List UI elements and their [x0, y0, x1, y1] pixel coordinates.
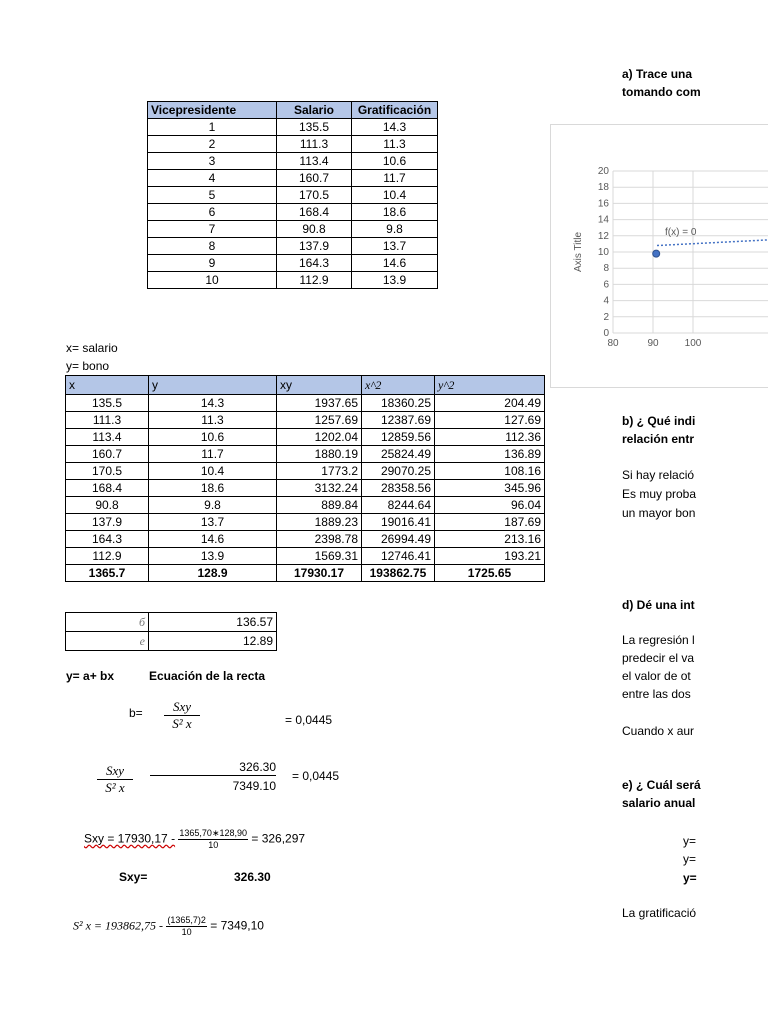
- table2-cell: 26994.49: [362, 531, 435, 548]
- table1-cell: 11.7: [352, 170, 438, 187]
- mean-y-value: 12.89: [149, 632, 277, 651]
- table2-cell: 96.04: [435, 497, 545, 514]
- table2-row: [66, 548, 545, 565]
- table1-row: [148, 153, 438, 170]
- table2-cell: 13.9: [149, 548, 277, 565]
- y-tick-label: 12: [597, 230, 609, 242]
- answer-d-line3: el valor de ot: [622, 669, 691, 683]
- table1-cell: 13.7: [352, 238, 438, 255]
- equation-title: Ecuación de la recta: [149, 669, 266, 683]
- def-y: y= bono: [66, 359, 110, 373]
- question-b-line2: relación entr: [622, 432, 695, 446]
- table2-cell: 111.3: [66, 412, 149, 429]
- y-tick-label: 20: [597, 166, 609, 177]
- trend-label: f(x) = 0: [665, 226, 697, 238]
- means-table: [65, 612, 277, 651]
- table2-cell: 204.49: [435, 395, 545, 412]
- table2-cell: 14.3: [149, 395, 277, 412]
- total-xy: 17930.17: [277, 565, 362, 582]
- table1-cell: 160.7: [277, 170, 352, 187]
- y-tick-label: 10: [597, 247, 609, 258]
- table2-cell: 11.7: [149, 446, 277, 463]
- header-x2: x^2: [362, 376, 435, 395]
- table1-row: [148, 170, 438, 187]
- table2-cell: 889.84: [277, 497, 362, 514]
- y-tick-label: 0: [603, 328, 609, 339]
- table1-row: [148, 204, 438, 221]
- table1-row: [148, 272, 438, 289]
- y-tick-label: 6: [603, 279, 609, 291]
- table1-cell: 4: [148, 170, 277, 187]
- table1-cell: 111.3: [277, 136, 352, 153]
- table2-cell: 25824.49: [362, 446, 435, 463]
- s2-formula: [73, 915, 264, 938]
- table1-cell: 168.4: [277, 204, 352, 221]
- table1-cell: 10.6: [352, 153, 438, 170]
- table2-cell: 112.9: [66, 548, 149, 565]
- table1-cell: 11.3: [352, 136, 438, 153]
- question-d-line1: d) Dé una int: [622, 598, 695, 612]
- question-a-line1: a) Trace una: [622, 67, 693, 81]
- table1-row: [148, 136, 438, 153]
- x-tick-label: 90: [647, 338, 659, 349]
- b-fraction-den: S² x: [172, 716, 192, 731]
- trendline: [657, 240, 768, 246]
- s2-frac-num: (1365,7)2: [167, 915, 206, 925]
- table2-cell: 1202.04: [277, 429, 362, 446]
- b-num-value: 326.30: [239, 760, 276, 774]
- chart-svg: [551, 125, 768, 387]
- table2-cell: 136.89: [435, 446, 545, 463]
- table2-cell: 18360.25: [362, 395, 435, 412]
- table2-cell: 127.69: [435, 412, 545, 429]
- y-axis-title: Axis Title: [573, 231, 584, 273]
- table1-row: [148, 119, 438, 136]
- table2-row: [66, 514, 545, 531]
- table2-row: [66, 497, 545, 514]
- table1-row: [148, 255, 438, 272]
- table2-cell: 170.5: [66, 463, 149, 480]
- table2-cell: 12859.56: [362, 429, 435, 446]
- table2-cell: 1880.19: [277, 446, 362, 463]
- table2-cell: 13.7: [149, 514, 277, 531]
- sxy-fraction: [178, 828, 248, 851]
- table2-cell: 8244.64: [362, 497, 435, 514]
- table2-cell: 1569.31: [277, 548, 362, 565]
- table1-cell: 170.5: [277, 187, 352, 204]
- table1-cell: 6: [148, 204, 277, 221]
- table2-cell: 1889.23: [277, 514, 362, 531]
- b-fraction-num: Sxy: [164, 699, 200, 716]
- table1-row: [148, 238, 438, 255]
- question-b-line1: b) ¿ Qué indi: [622, 414, 696, 428]
- b-fraction-2-den: S² x: [105, 780, 125, 795]
- table1-cell: 7: [148, 221, 277, 238]
- y-tick-label: 8: [603, 263, 609, 275]
- table1-cell: 112.9: [277, 272, 352, 289]
- mean-y-symbol: е: [66, 632, 149, 651]
- table1-cell: 1: [148, 119, 277, 136]
- table1-cell: 10: [148, 272, 277, 289]
- table1-row: [148, 187, 438, 204]
- answer-d-line2: predecir el va: [622, 651, 695, 665]
- table2-cell: 213.16: [435, 531, 545, 548]
- table2-row: [66, 463, 545, 480]
- equation-formula: y= a+ bx: [66, 669, 115, 683]
- header-xy: xy: [277, 376, 362, 395]
- sxy-lhs: Sxy = 17930,17 -: [84, 831, 176, 846]
- table2-cell: 1937.65: [277, 395, 362, 412]
- table2-row: [66, 395, 545, 412]
- table2-cell: 113.4: [66, 429, 149, 446]
- total-y2: 1725.65: [435, 565, 545, 582]
- table1-cell: 90.8: [277, 221, 352, 238]
- table2-cell: 3132.24: [277, 480, 362, 497]
- y-tick-label: 16: [597, 198, 609, 210]
- mean-x-value: 136.57: [149, 613, 277, 632]
- y-tick-label: 18: [597, 182, 609, 194]
- table2-cell: 29070.25: [362, 463, 435, 480]
- answer-b-line1: Si hay relació: [622, 468, 695, 482]
- fraction-line: [150, 775, 276, 776]
- header-x: x: [66, 376, 149, 395]
- sxy-frac-num: 1365,70∗128,90: [179, 828, 248, 838]
- s2-lhs: S² x = 193862,75 -: [73, 918, 164, 933]
- answer-b-line3: un mayor bon: [622, 506, 696, 520]
- table2-cell: 12746.41: [362, 548, 435, 565]
- calc-table: [65, 375, 545, 582]
- sxy-frac-den: 10: [208, 840, 219, 850]
- table1-cell: 13.9: [352, 272, 438, 289]
- answer-e-y1: y=: [683, 834, 697, 848]
- table2-cell: 18.6: [149, 480, 277, 497]
- s2-fraction: [166, 915, 207, 938]
- b-fraction-2: [97, 763, 133, 796]
- table1-cell: 5: [148, 187, 277, 204]
- header-gratificacion: Gratificación: [352, 102, 438, 119]
- table2-cell: 137.9: [66, 514, 149, 531]
- table1-cell: 3: [148, 153, 277, 170]
- sxy-label: Sxy=: [119, 870, 148, 884]
- table2-cell: 193.21: [435, 548, 545, 565]
- table2-cell: 14.6: [149, 531, 277, 548]
- table2-cell: 112.36: [435, 429, 545, 446]
- answer-e-y3: y=: [683, 871, 697, 885]
- table2-row: [66, 446, 545, 463]
- table1-cell: 10.4: [352, 187, 438, 204]
- total-x: 1365.7: [66, 565, 149, 582]
- table1-cell: 8: [148, 238, 277, 255]
- question-e-line1: e) ¿ Cuál será: [622, 778, 701, 792]
- b-den-value: 7349.10: [232, 779, 276, 793]
- question-a-line2: tomando com: [622, 85, 701, 99]
- sxy-rhs: = 326,297: [251, 831, 306, 846]
- table1-cell: 135.5: [277, 119, 352, 136]
- data-point: [653, 250, 660, 257]
- vicepresident-table: [147, 101, 438, 289]
- b-result: = 0,0445: [285, 713, 333, 727]
- header-vicepresidente: Vicepresidente: [148, 102, 277, 119]
- table1-cell: 2: [148, 136, 277, 153]
- table1-cell: 137.9: [277, 238, 352, 255]
- table2-cell: 135.5: [66, 395, 149, 412]
- table2-cell: 11.3: [149, 412, 277, 429]
- table1-cell: 9.8: [352, 221, 438, 238]
- table2-cell: 9.8: [149, 497, 277, 514]
- header-y2: y^2: [435, 376, 545, 395]
- total-y: 128.9: [149, 565, 277, 582]
- table2-cell: 164.3: [66, 531, 149, 548]
- y-tick-label: 2: [603, 311, 609, 323]
- table1-cell: 18.6: [352, 204, 438, 221]
- answer-e-final: La gratificació: [622, 906, 697, 920]
- table2-cell: 10.6: [149, 429, 277, 446]
- table2-row: [66, 412, 545, 429]
- b-result-2: = 0,0445: [292, 769, 340, 783]
- table2-cell: 187.69: [435, 514, 545, 531]
- table2-cell: 1257.69: [277, 412, 362, 429]
- table2-cell: 12387.69: [362, 412, 435, 429]
- table2-cell: 90.8: [66, 497, 149, 514]
- table2-row: [66, 480, 545, 497]
- s2-rhs: = 7349,10: [210, 918, 264, 933]
- b-fraction-2-num: Sxy: [97, 763, 133, 780]
- answer-d-line5: Cuando x aur: [622, 724, 695, 738]
- answer-b-line2: Es muy proba: [622, 487, 697, 501]
- question-e-line2: salario anual: [622, 796, 696, 810]
- table1-cell: 14.6: [352, 255, 438, 272]
- mean-x-symbol: б: [66, 613, 149, 632]
- table1-cell: 113.4: [277, 153, 352, 170]
- table1-cell: 9: [148, 255, 277, 272]
- total-x2: 193862.75: [362, 565, 435, 582]
- def-x: x= salario: [66, 341, 118, 355]
- totals-row: [66, 565, 545, 582]
- table2-row: [66, 429, 545, 446]
- table1-cell: 164.3: [277, 255, 352, 272]
- b-fraction: [164, 699, 200, 732]
- scatter-chart[interactable]: [550, 124, 768, 388]
- y-tick-label: 14: [597, 214, 609, 226]
- table2-cell: 10.4: [149, 463, 277, 480]
- x-tick-label: 100: [684, 338, 702, 349]
- y-tick-label: 4: [603, 295, 609, 307]
- table2-cell: 1773.2: [277, 463, 362, 480]
- table2-cell: 168.4: [66, 480, 149, 497]
- header-salario: Salario: [277, 102, 352, 119]
- answer-d-line1: La regresión l: [622, 633, 695, 647]
- table2-cell: 28358.56: [362, 480, 435, 497]
- x-tick-label: 80: [607, 338, 619, 349]
- b-label: b=: [129, 706, 143, 720]
- table1-row: [148, 221, 438, 238]
- table1-cell: 14.3: [352, 119, 438, 136]
- table2-cell: 160.7: [66, 446, 149, 463]
- table2-row: [66, 531, 545, 548]
- table2-cell: 108.16: [435, 463, 545, 480]
- s2-frac-den: 10: [181, 927, 192, 937]
- answer-d-line4: entre las dos: [622, 687, 691, 701]
- header-y: y: [149, 376, 277, 395]
- table2-cell: 345.96: [435, 480, 545, 497]
- sxy-formula: [84, 828, 305, 851]
- sxy-value: 326.30: [234, 870, 271, 884]
- answer-e-y2: y=: [683, 852, 697, 866]
- table2-cell: 2398.78: [277, 531, 362, 548]
- table2-cell: 19016.41: [362, 514, 435, 531]
